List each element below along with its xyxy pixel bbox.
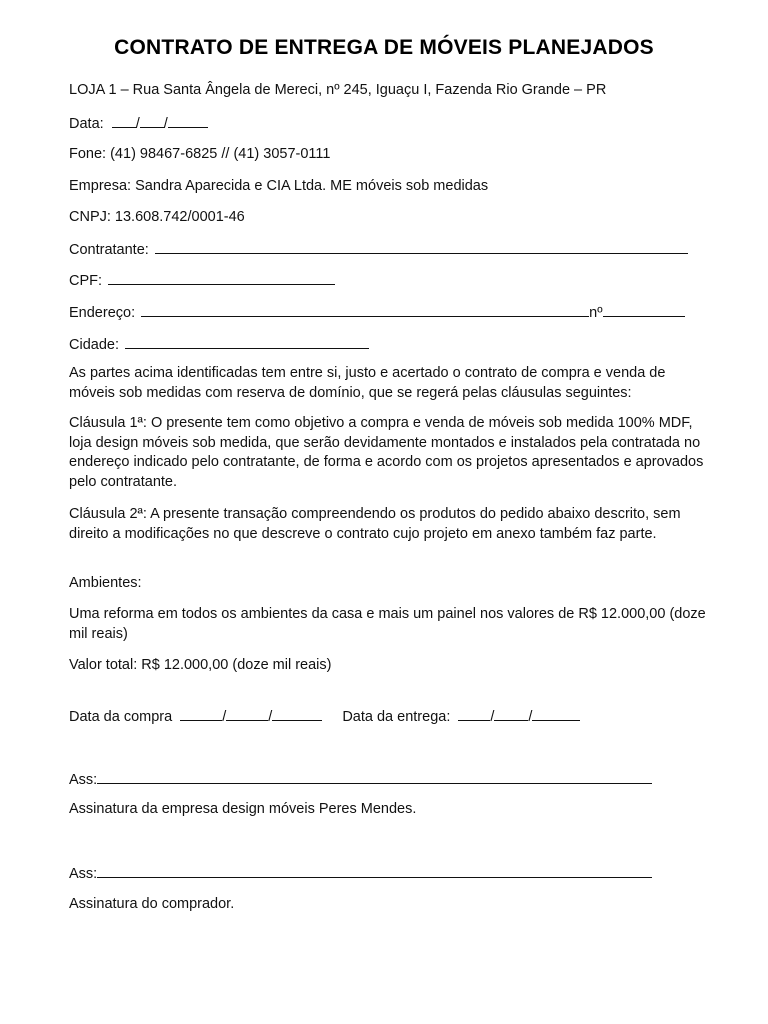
buyer-signature-caption: Assinatura do comprador. <box>69 896 235 912</box>
signature-row-company <box>69 769 652 791</box>
data-entrega-day[interactable] <box>458 706 490 721</box>
data-compra-month[interactable] <box>226 706 268 721</box>
store-address: LOJA 1 – Rua Santa Ângela de Mereci, nº 245, Iguaçu I, Fazenda Rio Grande – PR <box>69 82 607 98</box>
ass-label-buyer: Ass: <box>69 866 98 882</box>
cpf-label: CPF: <box>69 273 103 289</box>
valor-total: Valor total: R$ 12.000,00 (doze mil reais) <box>69 657 332 673</box>
ass-label-company: Ass: <box>69 772 98 788</box>
clause-2: Cláusula 2ª: A presente transação compreendendo os produtos do pedido abaixo descrito, sem direito a modificações no que descreve o contrato cujo projeto em anexo também faz parte. <box>69 506 681 542</box>
signature-row-buyer <box>69 863 652 885</box>
data-compra-day[interactable] <box>180 706 222 721</box>
cnpj-line: CNPJ: 13.608.742/0001-46 <box>69 209 245 225</box>
cidade-label: Cidade: <box>69 337 119 353</box>
dates-row: Data da compra / / Data da entrega: / / <box>69 706 580 728</box>
company-line: Empresa: Sandra Aparecida e CIA Ltda. ME móveis sob medidas <box>69 178 489 194</box>
data-compra-year[interactable] <box>272 706 322 721</box>
date-month-blank[interactable] <box>140 113 164 128</box>
clause-1: Cláusula 1ª: O presente tem como objetivo a compra e venda de móveis sob medida 100% MDF, loja design móveis sob medida, que serão devidamente montados e instalados pela contratada no endereço indicado pelo contratante, de forma e acordo com os projetos apresentados e aprovados pelo contratante. <box>69 415 704 490</box>
ambientes-label: Ambientes: <box>69 575 142 591</box>
document-title: CONTRATO DE ENTREGA DE MÓVEIS PLANEJADOS <box>114 36 654 59</box>
date-row: Data: / / <box>69 113 208 135</box>
data-entrega-month[interactable] <box>494 706 528 721</box>
intro-paragraph: As partes acima identificadas tem entre si, justo e acertado o contrato de compra e venda de móveis sob medidas com reserva de domínio, que se regerá pelas cláusulas seguintes: <box>69 365 666 401</box>
contratante-field[interactable] <box>155 239 688 254</box>
cpf-field[interactable] <box>108 270 335 285</box>
cidade-row <box>69 334 369 356</box>
data-entrega-label: Data da entrega: <box>342 709 451 725</box>
contratante-label: Contratante: <box>69 242 149 258</box>
date-day-blank[interactable] <box>112 113 136 128</box>
data-entrega-year[interactable] <box>532 706 580 721</box>
numero-field[interactable] <box>603 302 685 317</box>
ambientes-text: Uma reforma em todos os ambientes da casa e mais um painel nos valores de R$ 12.000,00 (doze mil reais) <box>69 606 706 642</box>
company-signature-caption: Assinatura da empresa design móveis Peres Mendes. <box>69 801 417 817</box>
cidade-field[interactable] <box>125 334 369 349</box>
endereco-label: Endereço: <box>69 305 136 321</box>
endereco-row <box>69 302 685 324</box>
data-compra-label: Data da compra <box>69 709 173 725</box>
contratante-row <box>69 239 688 261</box>
buyer-signature-line[interactable] <box>97 863 652 878</box>
date-label: Data: <box>69 116 104 132</box>
cpf-row <box>69 270 335 292</box>
company-signature-line[interactable] <box>97 769 652 784</box>
numero-label: nº <box>589 305 603 321</box>
endereco-field[interactable] <box>141 302 589 317</box>
date-year-blank[interactable] <box>168 113 208 128</box>
phone-line: Fone: (41) 98467-6825 // (41) 3057-0111 <box>69 146 331 162</box>
